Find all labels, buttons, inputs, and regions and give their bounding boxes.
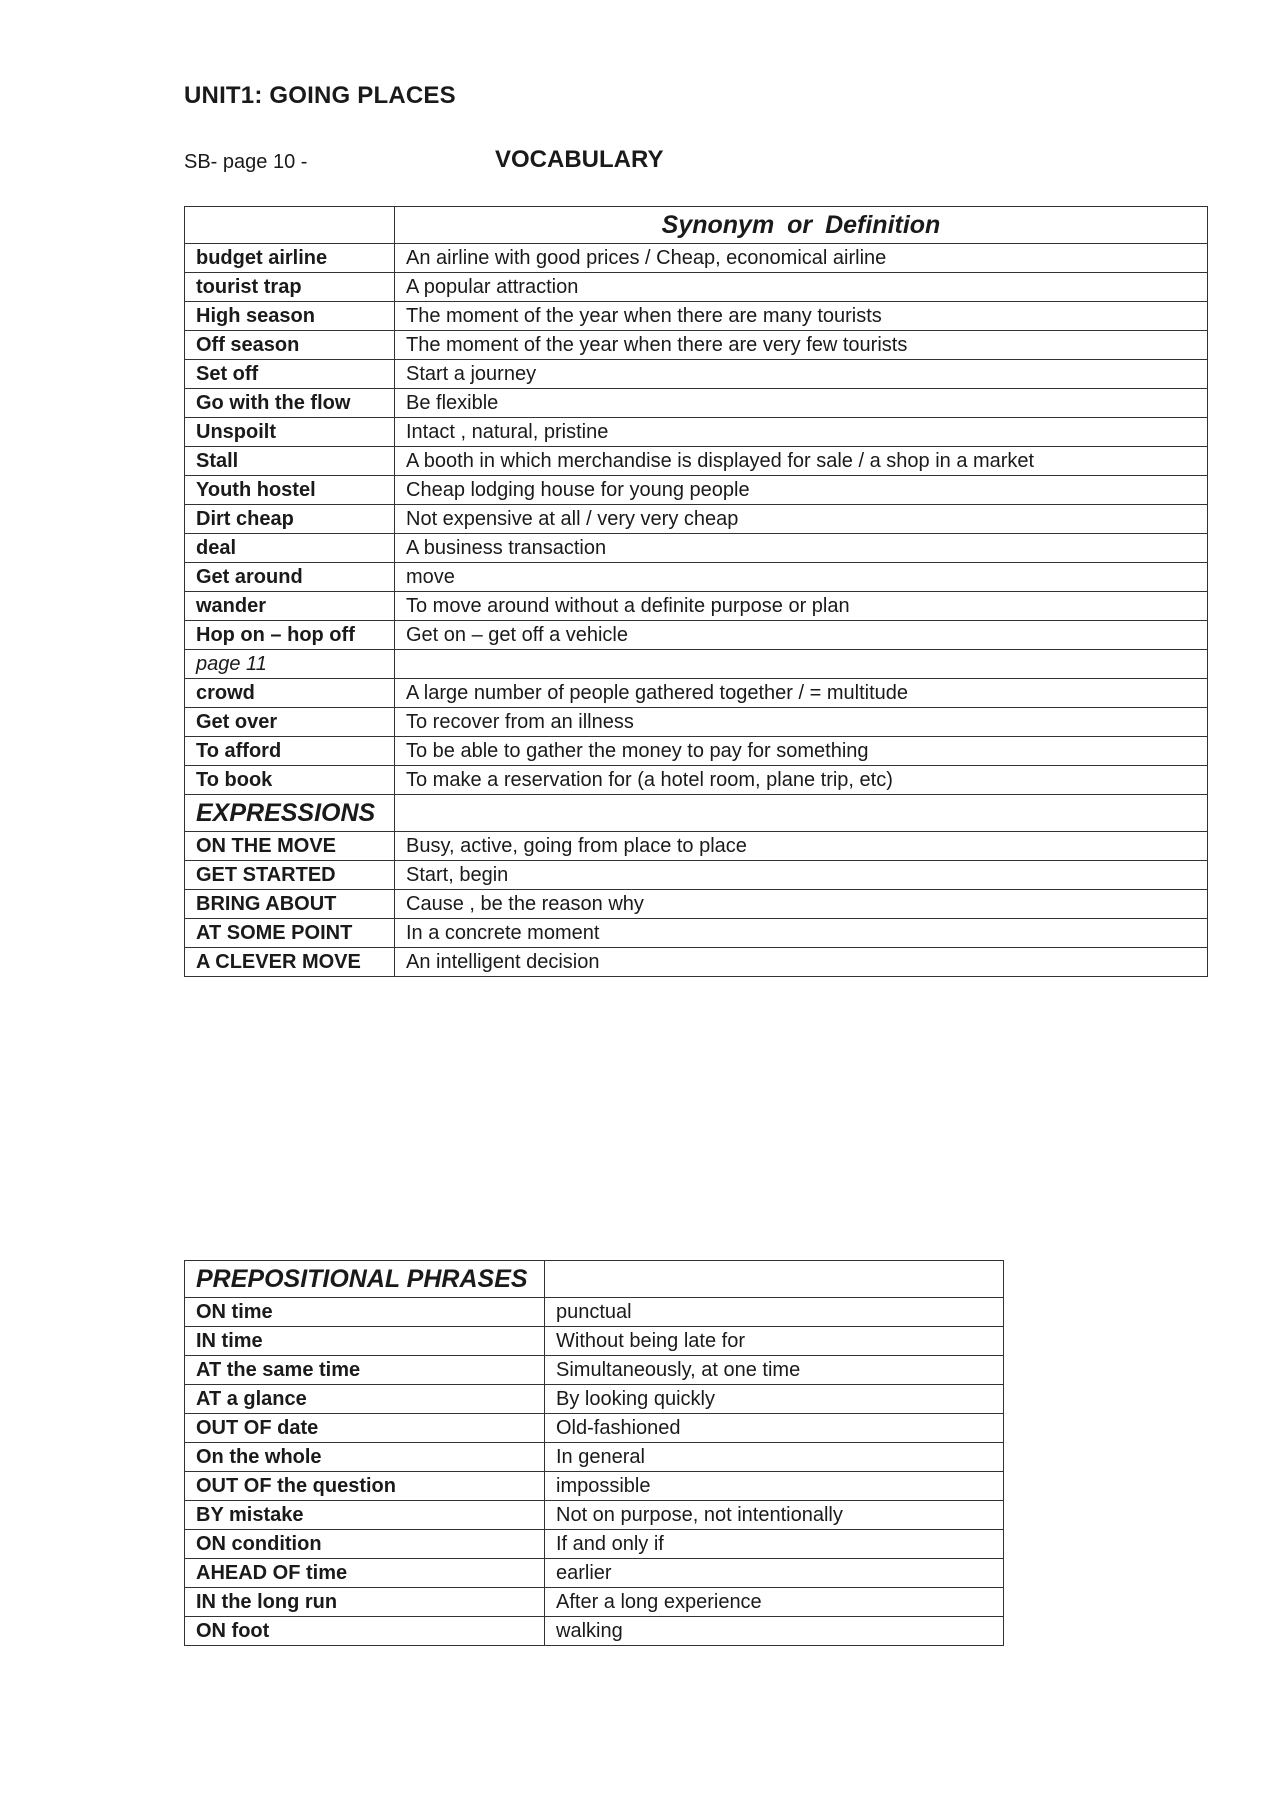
vocabulary-term: Hop on – hop off [185, 621, 395, 650]
expression-definition: Cause , be the reason why [395, 890, 1208, 919]
vocabulary-definition: Get on – get off a vehicle [395, 621, 1208, 650]
prepositional-term: BY mistake [185, 1501, 545, 1530]
vocabulary-term: Youth hostel [185, 476, 395, 505]
expressions-header: EXPRESSIONS [185, 795, 395, 832]
vocabulary-definition: To make a reservation for (a hotel room, plane trip, etc) [395, 766, 1208, 795]
vocabulary-term: Go with the flow [185, 389, 395, 418]
vocabulary-definition: A large number of people gathered together / = multitude [395, 679, 1208, 708]
prepositional-definition: walking [545, 1617, 1004, 1646]
vocabulary-definition: To move around without a definite purpose or plan [395, 592, 1208, 621]
vocabulary-row [185, 476, 1208, 505]
expression-row [185, 890, 1208, 919]
vocabulary-header-row [185, 207, 1208, 244]
page-marker-row [185, 650, 1208, 679]
expression-definition: Start, begin [395, 861, 1208, 890]
prepositional-term: AT a glance [185, 1385, 545, 1414]
vocabulary-term: Get over [185, 708, 395, 737]
prepositional-term: ON condition [185, 1530, 545, 1559]
prepositional-definition: After a long experience [545, 1588, 1004, 1617]
vocabulary-term: crowd [185, 679, 395, 708]
prepositional-definition: In general [545, 1443, 1004, 1472]
expression-row [185, 861, 1208, 890]
prepositional-table-body [185, 1261, 1004, 1646]
vocabulary-definition: A booth in which merchandise is displayed for sale / a shop in a market [395, 447, 1208, 476]
vocabulary-term: Dirt cheap [185, 505, 395, 534]
prepositional-row [185, 1588, 1004, 1617]
vocabulary-definition: move [395, 563, 1208, 592]
vocabulary-table [184, 206, 1208, 977]
vocabulary-row [185, 708, 1208, 737]
vocabulary-definition: Be flexible [395, 389, 1208, 418]
prepositional-term: OUT OF date [185, 1414, 545, 1443]
vocabulary-definition: Intact , natural, pristine [395, 418, 1208, 447]
sb-page-reference: SB- page 10 - [184, 151, 308, 173]
vocabulary-row [185, 331, 1208, 360]
prepositional-row [185, 1617, 1004, 1646]
prepositional-term: On the whole [185, 1443, 545, 1472]
prepositional-definition: Not on purpose, not intentionally [545, 1501, 1004, 1530]
prepositional-definition: earlier [545, 1559, 1004, 1588]
vocabulary-title: VOCABULARY [495, 146, 664, 173]
vocabulary-row [185, 389, 1208, 418]
vocabulary-term: High season [185, 302, 395, 331]
vocabulary-term: To afford [185, 737, 395, 766]
expression-definition: An intelligent decision [395, 948, 1208, 977]
vocabulary-term: Get around [185, 563, 395, 592]
prepositional-definition: Old-fashioned [545, 1414, 1004, 1443]
vocabulary-definition: Start a journey [395, 360, 1208, 389]
vocabulary-definition: To recover from an illness [395, 708, 1208, 737]
vocabulary-row [185, 737, 1208, 766]
vocabulary-row [185, 505, 1208, 534]
vocabulary-row [185, 679, 1208, 708]
vocabulary-definition: The moment of the year when there are very few tourists [395, 331, 1208, 360]
vocabulary-table-body [185, 207, 1208, 977]
prepositional-term: AHEAD OF time [185, 1559, 545, 1588]
vocabulary-definition: A business transaction [395, 534, 1208, 563]
vocabulary-row [185, 621, 1208, 650]
prepositional-definition: Without being late for [545, 1327, 1004, 1356]
prepositional-header-empty-cell [545, 1261, 1004, 1298]
vocabulary-row [185, 592, 1208, 621]
prepositional-definition: impossible [545, 1472, 1004, 1501]
expression-term: A CLEVER MOVE [185, 948, 395, 977]
prepositional-phrases-table [184, 1260, 1004, 1646]
vocabulary-row [185, 418, 1208, 447]
expression-term: AT SOME POINT [185, 919, 395, 948]
prepositional-term: IN time [185, 1327, 545, 1356]
prepositional-definition: If and only if [545, 1530, 1004, 1559]
vocabulary-definition: A popular attraction [395, 273, 1208, 302]
vocabulary-definition: Not expensive at all / very very cheap [395, 505, 1208, 534]
vocabulary-term: Off season [185, 331, 395, 360]
prepositional-header-row [185, 1261, 1004, 1298]
vocabulary-row [185, 563, 1208, 592]
prepositional-phrases-header: PREPOSITIONAL PHRASES [185, 1261, 545, 1298]
vocabulary-row [185, 244, 1208, 273]
vocabulary-row [185, 360, 1208, 389]
prepositional-row [185, 1443, 1004, 1472]
vocabulary-term: deal [185, 534, 395, 563]
prepositional-definition: punctual [545, 1298, 1004, 1327]
vocabulary-row [185, 302, 1208, 331]
vocabulary-term: budget airline [185, 244, 395, 273]
synonym-definition-header: Synonym or Definition [395, 207, 1208, 244]
prepositional-row [185, 1356, 1004, 1385]
vocabulary-row [185, 766, 1208, 795]
prepositional-row [185, 1385, 1004, 1414]
prepositional-row [185, 1530, 1004, 1559]
vocabulary-term: Stall [185, 447, 395, 476]
vocabulary-header-empty-cell [185, 207, 395, 244]
expression-term: BRING ABOUT [185, 890, 395, 919]
prepositional-term: IN the long run [185, 1588, 545, 1617]
expression-definition: Busy, active, going from place to place [395, 832, 1208, 861]
prepositional-term: ON foot [185, 1617, 545, 1646]
page-marker-empty-cell [395, 650, 1208, 679]
vocabulary-term: Set off [185, 360, 395, 389]
vocabulary-definition: Cheap lodging house for young people [395, 476, 1208, 505]
unit-title: UNIT1: GOING PLACES [184, 82, 456, 109]
vocabulary-definition: To be able to gather the money to pay for something [395, 737, 1208, 766]
expression-term: ON THE MOVE [185, 832, 395, 861]
prepositional-row [185, 1414, 1004, 1443]
prepositional-row [185, 1472, 1004, 1501]
vocabulary-term: To book [185, 766, 395, 795]
vocabulary-term: tourist trap [185, 273, 395, 302]
prepositional-definition: Simultaneously, at one time [545, 1356, 1004, 1385]
vocabulary-row [185, 534, 1208, 563]
prepositional-term: ON time [185, 1298, 545, 1327]
prepositional-row [185, 1501, 1004, 1530]
vocabulary-row [185, 447, 1208, 476]
expression-term: GET STARTED [185, 861, 395, 890]
expression-row [185, 919, 1208, 948]
expression-row [185, 948, 1208, 977]
vocabulary-term: wander [185, 592, 395, 621]
prepositional-term: OUT OF the question [185, 1472, 545, 1501]
page-11-marker: page 11 [185, 650, 395, 679]
prepositional-term: AT the same time [185, 1356, 545, 1385]
prepositional-row [185, 1298, 1004, 1327]
vocabulary-term: Unspoilt [185, 418, 395, 447]
expressions-header-row [185, 795, 1208, 832]
vocabulary-definition: The moment of the year when there are many tourists [395, 302, 1208, 331]
expression-row [185, 832, 1208, 861]
expressions-header-empty-cell [395, 795, 1208, 832]
expression-definition: In a concrete moment [395, 919, 1208, 948]
prepositional-definition: By looking quickly [545, 1385, 1004, 1414]
vocabulary-definition: An airline with good prices / Cheap, economical airline [395, 244, 1208, 273]
prepositional-row [185, 1559, 1004, 1588]
vocabulary-row [185, 273, 1208, 302]
prepositional-row [185, 1327, 1004, 1356]
